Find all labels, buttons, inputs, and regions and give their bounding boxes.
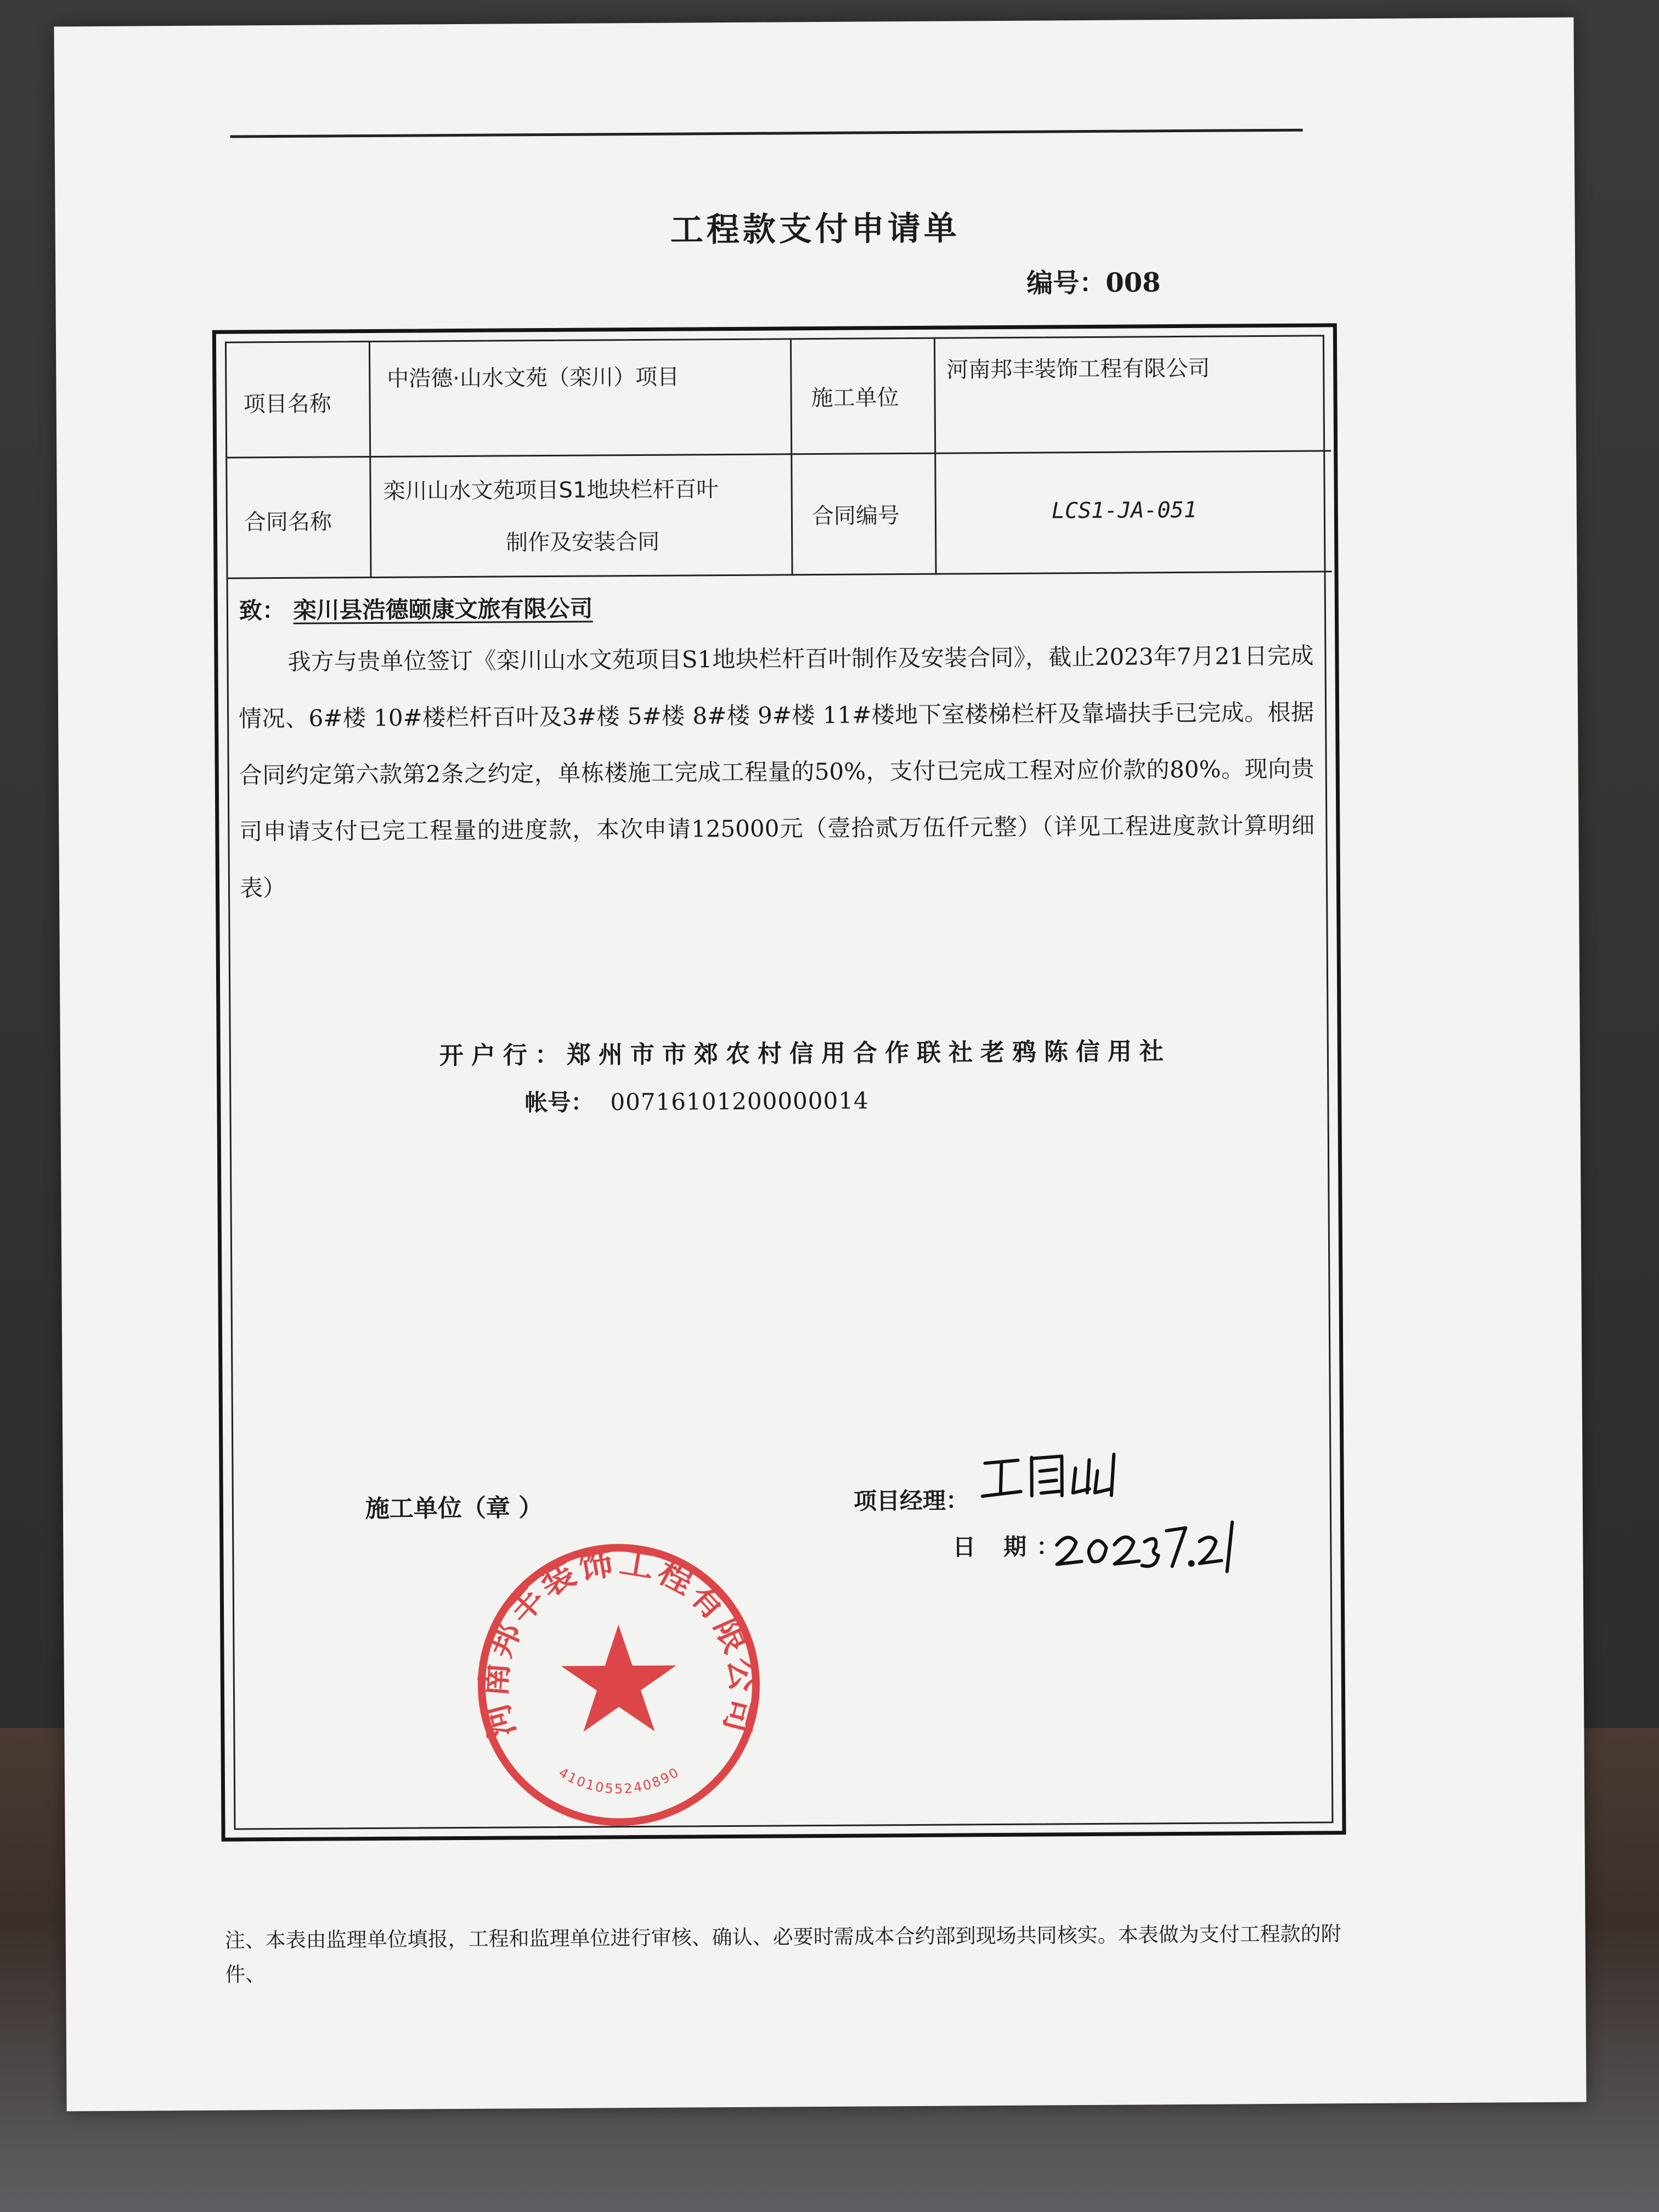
account-label: 帐号： [524, 1088, 594, 1116]
project-name-value: 中浩德·山水文苑（栾川）项目 [387, 364, 680, 392]
contractor-label: 施工单位 [811, 385, 899, 411]
contractor-value-cell [935, 336, 1331, 454]
svg-text:河南邦丰装饰工程有限公司: 河南邦丰装饰工程有限公司 [473, 1541, 764, 1742]
contract-name-label-cell [227, 458, 371, 579]
document-number-value: 008 [1105, 267, 1161, 298]
contract-no-label: 合同编号 [811, 503, 900, 529]
document-number-label: 编号： [1026, 267, 1106, 299]
document-number [1026, 261, 1161, 300]
project-name-label-cell [227, 342, 371, 459]
form-inner-frame [225, 335, 1334, 1830]
account-value: 00716101200000014 [610, 1087, 869, 1116]
info-table [227, 336, 1332, 579]
company-seal [470, 1536, 768, 1834]
contract-no-value: LCS1-JA-051 [1051, 497, 1197, 524]
contractor-seal-label: 施工单位（章 ） [365, 1494, 543, 1523]
form-frame [212, 323, 1346, 1841]
contract-name-value-cell [371, 455, 793, 578]
document-title: 工程款支付申请单 [670, 209, 960, 250]
contractor-label-cell [792, 339, 936, 455]
svg-text:4101055240890: 4101055240890 [556, 1764, 683, 1797]
request-paragraph: 我方与贵单位签订《栾川山水文苑项目S1地块栏杆百叶制作及安装合同》，截止2023年7月21日完成情况、6#楼 10#楼栏杆百叶及3#楼 5#楼 8#楼 9#楼 11#楼地下室楼梯栏杆及靠墙扶手已完成。根据合同约定第六款第2条之约定，单栋楼施工完成工程量的50%，支付已完成工程对应价款的80%。现向贵司申请支付已完工程量的进度款，本次申请125000元（壹拾贰万伍仟元整）（详见工程进度款计算明细表） [238, 642, 1315, 902]
addressee [239, 591, 593, 626]
project-name-label: 项目名称 [243, 391, 331, 417]
document-sheet [54, 18, 1586, 2112]
header-rule [230, 129, 1303, 138]
account-line [524, 1082, 869, 1118]
bank-label: 开户行： [439, 1041, 567, 1070]
footnote: 注、本表由监理单位填报，工程和监理单位进行审核、确认、必要时需成本合约部到现场共同核实。本表做为支付工程款的附件、 [224, 1922, 1341, 1987]
handwritten-signature [979, 1440, 1266, 1584]
date-label: 日 期： [952, 1533, 1070, 1561]
contract-name-label: 合同名称 [244, 509, 332, 535]
contract-name-line1: 栾川山水文苑项目S1地块栏杆百叶 [383, 477, 719, 504]
bank-line [439, 1031, 1171, 1071]
addressee-prefix: 致： [239, 596, 286, 624]
contract-no-value-cell [936, 452, 1331, 574]
contract-name-line2: 制作及安装合同 [506, 529, 660, 556]
contractor-value: 河南邦丰装饰工程有限公司 [946, 356, 1210, 383]
contract-no-label-cell [792, 454, 936, 576]
bank-value: 郑州市市郊农村信用合作联社老鸦陈信用社 [566, 1037, 1172, 1069]
project-manager-label: 项目经理： [853, 1487, 969, 1515]
project-name-value-cell [370, 340, 792, 458]
addressee-org: 栾川县浩德颐康文旅有限公司 [293, 595, 593, 624]
